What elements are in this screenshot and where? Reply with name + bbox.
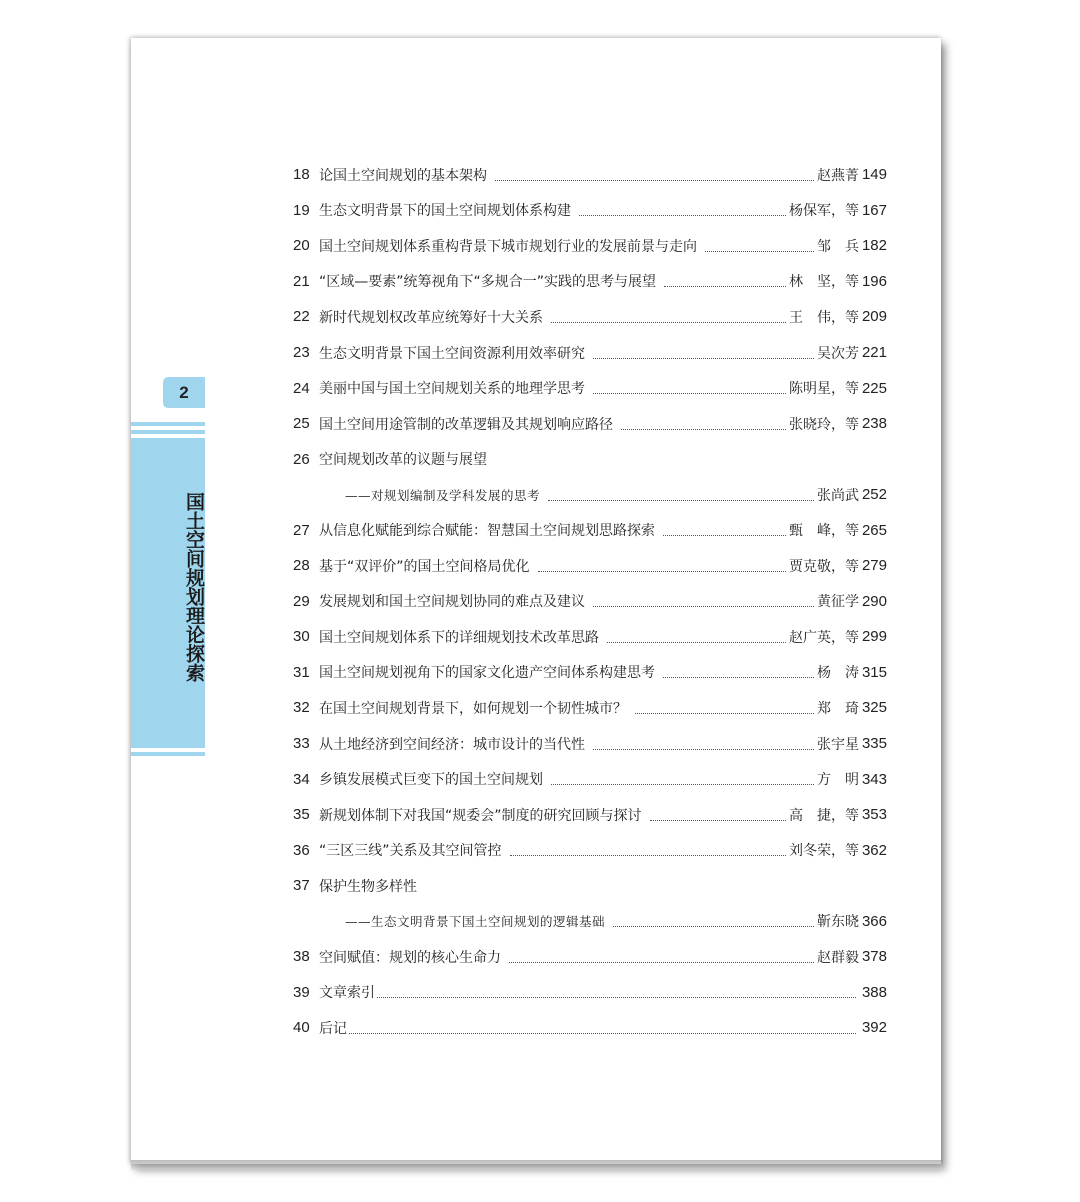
entry-title: 新时代规划权改革应统筹好十大关系 [319,309,543,326]
entry-number: 32 [293,699,310,717]
leader-dots [621,428,786,430]
entry-number: 26 [293,450,310,468]
entry-subtitle: ——对规划编制及学科发展的思考 [345,487,541,503]
table-of-contents [293,157,887,1046]
entry-title: “区域—要素”统筹视角下“多规合一”实践的思考与展望 [319,274,657,291]
toc-entry[interactable] [293,690,887,726]
entry-title: 在国土空间规划背景下，如何规划一个韧性城市？ [319,700,627,717]
leader-dots [510,854,786,856]
entry-title: 国土空间规划体系重构背景下城市规划行业的发展前景与走向 [319,238,697,255]
entry-number: 18 [293,166,310,184]
entry-title: 发展规划和国土空间规划协同的难点及建议 [319,594,585,611]
entry-author: 郑 琦 [816,700,859,717]
entry-author: 王 伟，等 [788,309,859,326]
tab-divider-line [131,752,205,756]
entry-number: 29 [293,592,310,610]
entry-title: 保护生物多样性 [319,878,417,895]
toc-entry[interactable] [293,406,887,442]
entry-title: 从信息化赋能到综合赋能：智慧国土空间规划思路探索 [319,523,655,540]
entry-number: 27 [293,521,310,539]
page-edge-shadow [131,1160,943,1170]
leader-dots [377,996,856,998]
entry-subtitle: ——生态文明背景下国土空间规划的逻辑基础 [345,914,606,930]
entry-title: 论国土空间规划的基本架构 [319,167,487,184]
entry-author: 靳东晓 [816,914,859,931]
toc-entry[interactable] [293,477,887,513]
leader-dots [593,392,786,394]
toc-entry[interactable] [293,299,887,335]
entry-page-number: 252 [861,486,887,504]
entry-author: 方 明 [816,772,859,789]
entry-title: 空间赋值：规划的核心生命力 [319,949,501,966]
entry-author: 杨 涛 [816,665,859,682]
entry-number: 30 [293,628,310,646]
entry-page-number: 388 [861,983,887,1001]
entry-title: 从土地经济到空间经济：城市设计的当代性 [319,736,585,753]
entry-author: 陈明星，等 [788,381,859,398]
entry-author: 赵燕菁 [816,167,859,184]
leader-dots [664,285,786,287]
entry-number: 31 [293,663,310,681]
toc-entry[interactable] [293,335,887,371]
entry-author: 杨保军，等 [788,203,859,220]
leader-dots [705,250,814,252]
toc-entry[interactable] [293,512,887,548]
chapter-number-tab: 2 [163,377,205,408]
entry-page-number: 343 [861,770,887,788]
leader-dots [650,819,786,821]
entry-title: 美丽中国与国土空间规划关系的地理学思考 [319,381,585,398]
toc-entry[interactable] [293,441,887,477]
entry-page-number: 225 [861,379,887,397]
entry-page-number: 392 [861,1019,887,1037]
entry-number: 24 [293,379,310,397]
toc-entry[interactable] [293,832,887,868]
toc-entry[interactable] [293,228,887,264]
entry-author: 张晓玲，等 [788,416,859,433]
entry-number: 37 [293,877,310,895]
leader-dots [635,712,814,714]
entry-number: 38 [293,948,310,966]
entry-author: 刘冬荣，等 [788,843,859,860]
entry-page-number: 167 [861,201,887,219]
entry-page-number: 362 [861,841,887,859]
entry-number: 36 [293,841,310,859]
leader-dots [613,925,814,927]
entry-author: 张宇星 [816,736,859,753]
side-book-title-text: 国土空间规划理论探索 [183,492,205,682]
leader-dots [548,499,814,501]
leader-dots [593,605,814,607]
entry-author: 赵广英，等 [788,629,859,646]
entry-author: 赵群毅 [816,949,859,966]
tab-divider-line [131,744,205,748]
entry-author: 甄 峰，等 [788,523,859,540]
leader-dots [663,676,814,678]
entry-title: 乡镇发展模式巨变下的国土空间规划 [319,772,543,789]
entry-page-number: 265 [861,521,887,539]
entry-author: 高 捷，等 [788,807,859,824]
leader-dots [349,1032,856,1034]
leader-dots [551,321,786,323]
entry-number: 23 [293,344,310,361]
entry-page-number: 221 [861,344,887,361]
toc-entry[interactable] [293,868,887,904]
toc-entry[interactable] [293,548,887,584]
entry-number: 28 [293,557,310,575]
entry-title: 后记 [319,1020,347,1037]
leader-dots [607,641,786,643]
entry-number: 39 [293,983,310,1001]
entry-number: 33 [293,735,310,753]
entry-title: “三区三线”关系及其空间管控 [319,843,502,860]
entry-author: 张尚武 [816,487,859,504]
entry-page-number: 353 [861,806,887,824]
entry-author: 吴次芳 [816,345,859,362]
entry-page-number: 279 [861,557,887,575]
entry-title: 国土空间用途管制的改革逻辑及其规划响应路径 [319,416,613,433]
entry-title: 国土空间规划视角下的国家文化遗产空间体系构建思考 [319,665,655,682]
leader-dots [538,570,786,572]
toc-entry[interactable] [293,761,887,797]
side-book-title [131,492,205,682]
entry-title: 基于“双评价”的国土空间格局优化 [319,558,530,575]
entry-page-number: 238 [861,415,887,433]
entry-number: 35 [293,806,310,824]
leader-dots [593,748,814,750]
entry-author: 黄征学 [816,594,859,611]
entry-page-number: 149 [861,166,887,184]
toc-entry[interactable] [293,903,887,939]
toc-entry[interactable] [293,193,887,229]
entry-page-number: 325 [861,699,887,717]
toc-entry[interactable] [293,157,887,193]
entry-number: 40 [293,1019,310,1037]
entry-number: 25 [293,415,310,433]
entry-page-number: 335 [861,735,887,753]
entry-page-number: 299 [861,628,887,646]
entry-title: 国土空间规划体系下的详细规划技术改革思路 [319,629,599,646]
entry-page-number: 315 [861,663,887,681]
entry-author: 林 坚，等 [788,274,859,291]
entry-title: 生态文明背景下国土空间资源利用效率研究 [319,345,585,362]
entry-number: 34 [293,770,310,788]
leader-dots [495,179,814,181]
entry-title: 新规划体制下对我国“规委会”制度的研究回顾与探讨 [319,807,642,824]
entry-page-number: 378 [861,948,887,966]
entry-number: 22 [293,308,310,326]
leader-dots [663,534,786,536]
tab-divider-line [131,422,205,426]
entry-page-number: 196 [861,272,887,290]
toc-entry[interactable] [293,975,887,1011]
toc-entry[interactable] [293,1010,887,1046]
toc-entry[interactable] [293,655,887,691]
entry-title: 空间规划改革的议题与展望 [319,452,487,469]
entry-author: 贾克敬，等 [788,558,859,575]
entry-author: 邹 兵 [816,238,859,255]
entry-title: 文章索引 [319,985,375,1002]
entry-page-number: 366 [861,912,887,930]
toc-entry[interactable] [293,939,887,975]
toc-entry[interactable] [293,584,887,620]
entry-title: 生态文明背景下的国土空间规划体系构建 [319,203,571,220]
toc-entry[interactable] [293,264,887,300]
entry-number: 21 [293,272,310,290]
toc-entry[interactable] [293,370,887,406]
tab-divider-line [131,430,205,434]
entry-page-number: 182 [861,237,887,255]
leader-dots [551,783,814,785]
entry-page-number: 209 [861,308,887,326]
toc-entry[interactable] [293,619,887,655]
toc-entry[interactable] [293,797,887,833]
toc-entry[interactable] [293,726,887,762]
leader-dots [593,357,814,359]
entry-number: 19 [293,201,310,219]
entry-page-number: 290 [861,592,887,610]
entry-number: 20 [293,237,310,255]
leader-dots [509,961,814,963]
leader-dots [579,214,786,216]
